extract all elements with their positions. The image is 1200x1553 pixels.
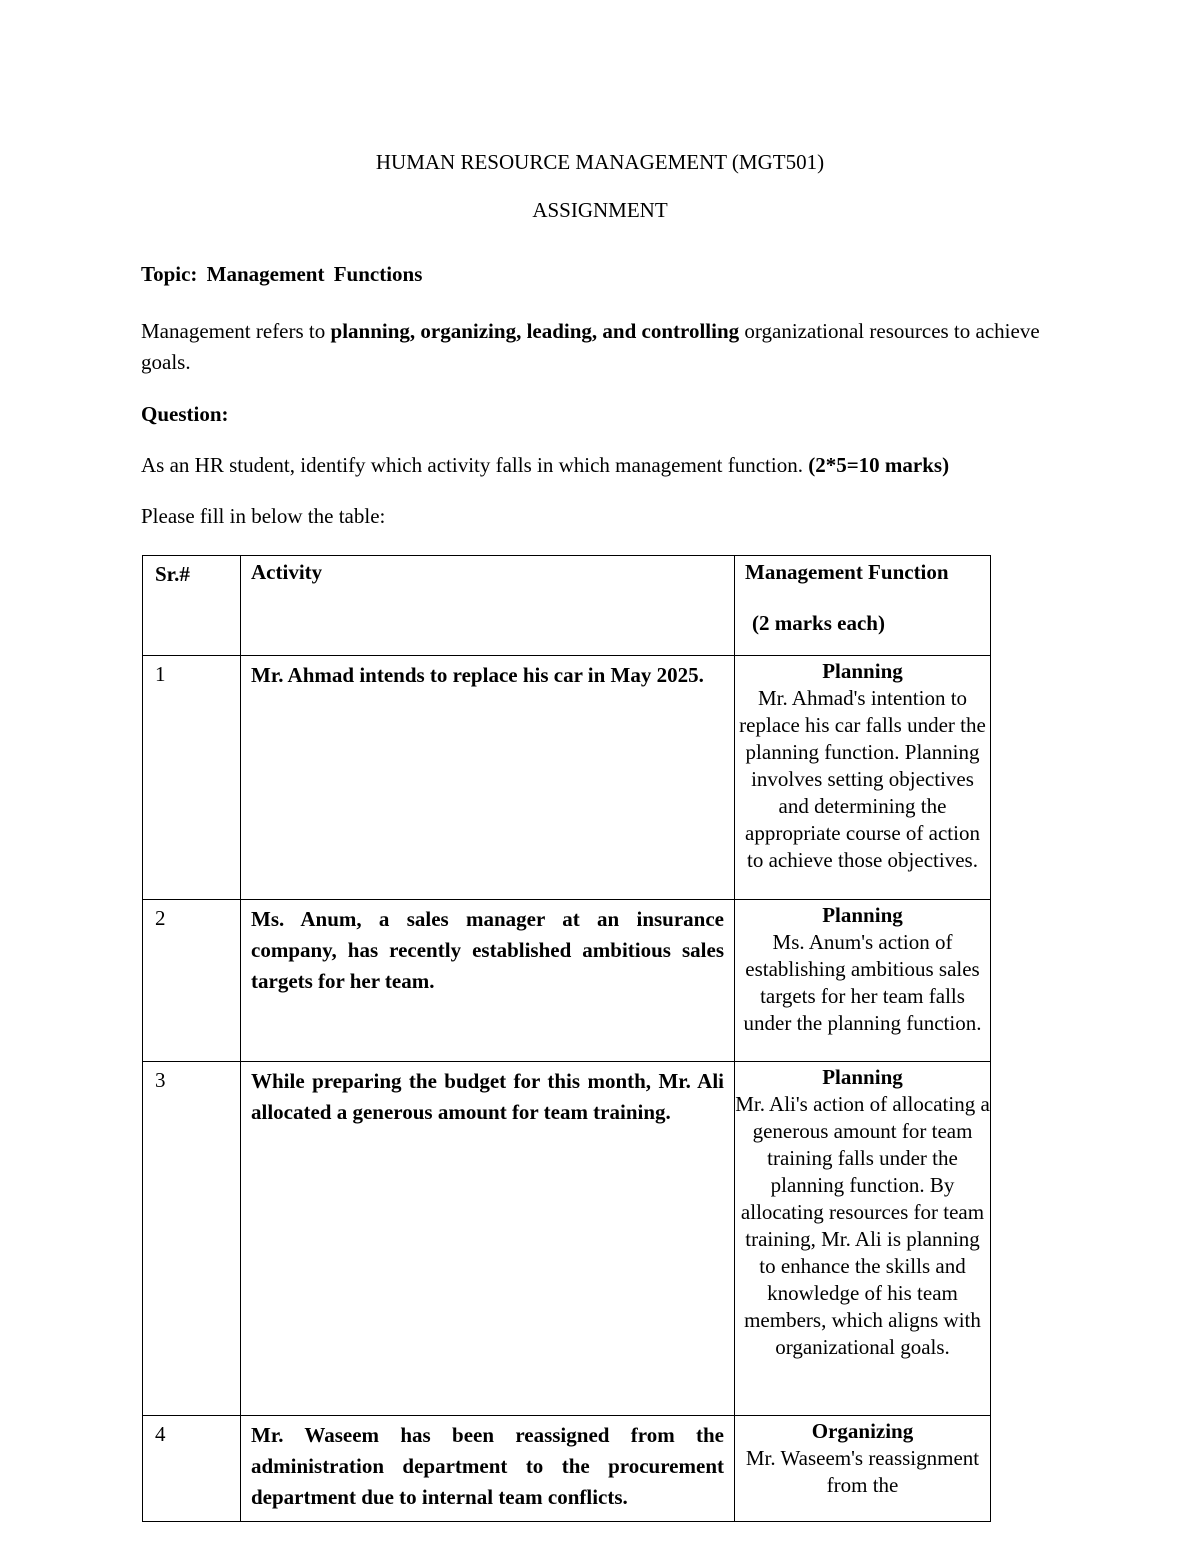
- row-activity: Mr. Waseem has been reassigned from the administration department to the procurement department due to internal team conflicts.: [241, 1416, 735, 1522]
- header-function-marks: (2 marks each): [752, 611, 885, 635]
- row-function-explanation: Ms. Anum's action of establishing ambitious sales targets for her team falls under the planning function.: [743, 930, 982, 1035]
- row-sr: 2: [143, 900, 241, 1062]
- intro-paragraph: [141, 316, 1056, 378]
- row-sr: 1: [143, 656, 241, 900]
- answer-table: [142, 555, 991, 1522]
- table-row: [143, 1062, 991, 1416]
- question-label: Question:: [141, 402, 229, 426]
- instruction-text: As an HR student, identify which activity falls in which management function.: [141, 453, 809, 477]
- intro-text-after: organizational resources to achieve goals.: [141, 319, 1040, 374]
- row-function-explanation: Mr. Ahmad's intention to replace his car falls under the planning function. Planning involves setting objectives and determining the appropriate course of action to achieve those objectives.: [739, 686, 986, 872]
- table-row: [143, 900, 991, 1062]
- table-header-row: [143, 556, 991, 656]
- header-sr: Sr.#: [143, 556, 241, 656]
- row-function-explanation: Mr. Waseem's reassignment from the: [745, 1446, 980, 1497]
- row-function-name: Planning: [822, 659, 903, 683]
- row-function-cell: [735, 1062, 991, 1416]
- row-function-name: Planning: [822, 1065, 903, 1089]
- fill-prompt: Please fill in below the table:: [141, 504, 386, 528]
- row-activity: Ms. Anum, a sales manager at an insurance company, has recently established ambitious sales targets for her team.: [241, 900, 735, 1062]
- row-function-cell: [735, 1416, 991, 1522]
- row-function-name: Planning: [822, 903, 903, 927]
- instruction-line: [141, 450, 1056, 481]
- topic-line: Topic: Management Functions: [141, 262, 423, 286]
- document-subtitle: ASSIGNMENT: [532, 198, 668, 222]
- intro-bold-text: planning, organizing, leading, and controlling: [330, 319, 740, 343]
- header-function-label: Management Function: [745, 560, 949, 584]
- marks-text: (2*5=10 marks): [808, 453, 950, 477]
- row-sr: 3: [143, 1062, 241, 1416]
- row-function-name: Organizing: [811, 1419, 914, 1443]
- document-title: HUMAN RESOURCE MANAGEMENT (MGT501): [375, 150, 825, 174]
- row-function-cell: [735, 900, 991, 1062]
- intro-text-before: Management refers to: [141, 319, 331, 343]
- table-row: [143, 656, 991, 900]
- row-sr: 4: [143, 1416, 241, 1522]
- header-function: [735, 556, 991, 656]
- row-activity: Mr. Ahmad intends to replace his car in May 2025.: [241, 656, 735, 900]
- row-activity: While preparing the budget for this month, Mr. Ali allocated a generous amount for team training.: [241, 1062, 735, 1416]
- header-activity: Activity: [241, 556, 735, 656]
- row-function-explanation: Mr. Ali's action of allocating a generous amount for team training falls under the planning function. By allocating resources for team training, Mr. Ali is planning to enhance the skills and knowledge of his team members, which aligns with organizational goals.: [735, 1092, 990, 1359]
- row-function-cell: [735, 656, 991, 900]
- table-row: [143, 1416, 991, 1522]
